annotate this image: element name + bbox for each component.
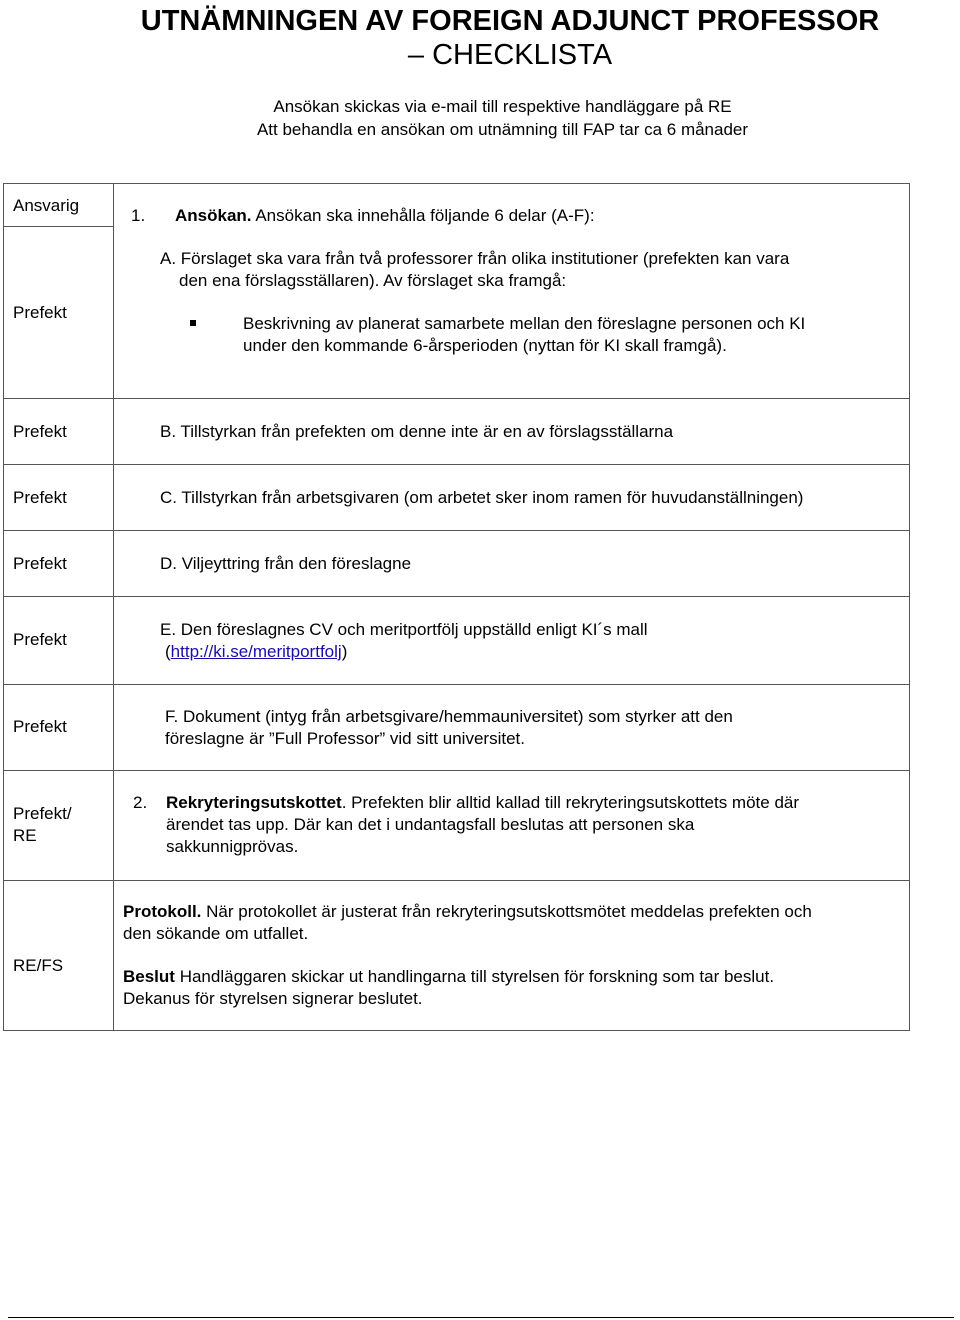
bullet-text-line: under den kommande 6-årsperioden (nyttan för KI skall framgå). [243,336,727,355]
protokoll-text: När protokollet är justerat från rekryteringsutskottsmötet meddelas prefekten och [201,902,812,921]
item-text-line [123,901,812,923]
meritportfolj-link[interactable]: http://ki.se/meritportfolj [170,642,342,661]
table-border-top [3,183,910,184]
item-text-line: C. Tillstyrkan från arbetsgivaren (om arbetet sker inom ramen för huvudanställningen) [160,488,804,507]
item-text-line: F. Dokument (intyg från arbetsgivare/hemmauniversitet) som styrker att den [165,707,733,726]
responsible-cell: Prefekt [13,303,67,322]
footer-divider [8,1317,954,1318]
item-text-line: E. Den föreslagnes CV och meritportfölj uppställd enligt KI´s mall [160,620,648,639]
table-divider [3,880,910,881]
paren-open: ( [165,642,171,661]
item-text-line: B. Tillstyrkan från prefekten om denne inte är en av förslagsställarna [160,422,674,441]
item-number: 1. [131,206,146,225]
beslut-text: Handläggaren skickar ut handlingarna till styrelsen för forskning som tar beslut. [174,967,775,986]
table-divider [3,770,910,771]
item-text-line: Dekanus för styrelsen signerar beslutet. [123,989,423,1008]
table-border-bottom [3,1030,910,1031]
item-text-line: den sökande om utfallet. [123,924,309,943]
page-title: UTNÄMNINGEN AV FOREIGN ADJUNCT PROFESSOR [140,5,880,37]
bullet-icon [190,320,196,326]
responsible-cell: Prefekt [13,717,67,736]
item-text-line [123,966,774,988]
item-text-line: den ena förslagsställaren). Av förslaget ska framgå: [179,271,567,290]
table-divider [3,464,910,465]
responsible-cell-line2: RE [13,826,37,845]
responsible-cell: Prefekt [13,630,67,649]
item-text-line [166,792,799,814]
item-heading-bold: Rekryteringsutskottet [166,793,342,812]
intro-line-1: Ansökan skickas via e-mail till respektive handläggare på RE [273,97,732,116]
item-text-line: sakkunnigprövas. [166,837,299,856]
table-divider [3,530,910,531]
table-border-left [3,183,4,1030]
table-column-divider [113,183,114,1030]
table-divider [3,398,910,399]
responsible-cell: Prefekt [13,422,67,441]
item-heading-bold: Ansökan. [175,206,252,225]
beslut-bold: Beslut [123,967,175,986]
item-heading [175,205,595,227]
paren-close: ) [341,642,348,661]
page-subtitle-checklist: – CHECKLISTA [407,39,613,71]
item-heading-text: . Prefekten blir alltid kallad till rekryteringsutskottets möte där [341,793,800,812]
item-text-line: D. Viljeyttring från den föreslagne [160,554,412,573]
table-divider [3,684,910,685]
table-divider [3,596,910,597]
protokoll-bold: Protokoll. [123,902,202,921]
item-heading-text: Ansökan ska innehålla följande 6 delar (A-F): [251,206,595,225]
item-link-line [165,641,347,663]
column-header-responsible: Ansvarig [13,196,80,215]
responsible-cell: Prefekt [13,488,67,507]
item-text-line: föreslagne är ”Full Professor” vid sitt universitet. [165,729,525,748]
item-number: 2. [133,793,148,812]
table-border-right [909,183,910,1030]
responsible-cell: Prefekt [13,554,67,573]
item-text-line: ärendet tas upp. Där kan det i undantagsfall beslutas att personen ska [166,815,695,834]
responsible-cell: Prefekt/ [13,804,72,823]
bullet-text-line: Beskrivning av planerat samarbete mellan den föreslagne personen och KI [243,314,806,333]
item-text-line: A. Förslaget ska vara från två professorer från olika institutioner (prefekten kan vara [160,249,790,268]
table-header-divider [3,226,113,227]
intro-line-2: Att behandla en ansökan om utnämning till FAP tar ca 6 månader [256,120,749,139]
responsible-cell: RE/FS [13,956,64,975]
